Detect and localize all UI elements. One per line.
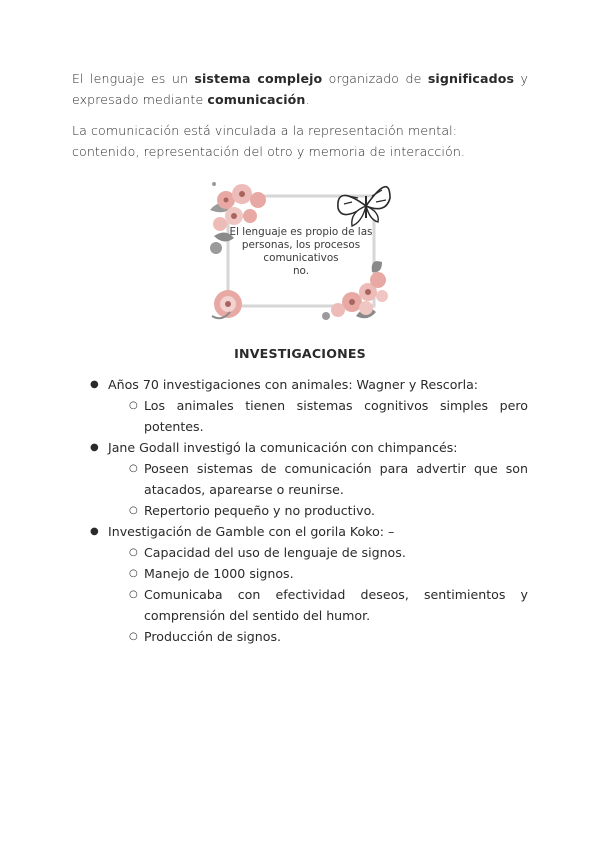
sub-list-item-text: Repertorio pequeño y no productivo. <box>144 503 376 518</box>
text-run: . <box>305 92 310 107</box>
sub-bullet-icon: ○ <box>129 463 138 474</box>
sub-bullet-icon: ○ <box>129 631 138 642</box>
investigations-list <box>72 374 528 647</box>
frame-quote-line: comunicativos <box>263 252 339 264</box>
bold-term-comunicacion: comunicación <box>207 92 306 107</box>
bold-term-sistema-complejo: sistema complejo <box>194 71 323 86</box>
sub-list-item-text: Comunicaba con efectividad deseos, sentimientos y comprensión del sentido del humor. <box>144 587 528 623</box>
sub-bullet-icon: ○ <box>129 400 138 411</box>
sub-list-item-text: Capacidad del uso de lenguaje de signos. <box>144 545 406 560</box>
sub-bullet-icon: ○ <box>129 568 138 579</box>
sub-list-item <box>72 458 528 500</box>
section-heading: INVESTIGACIONES <box>234 346 366 361</box>
text-run: El lenguaje es un <box>72 71 195 86</box>
sub-list-item-text: Los animales tienen sistemas cognitivos simples pero potentes. <box>144 398 528 434</box>
frame-quote-line: El lenguaje es propio de las <box>229 226 373 238</box>
paragraph-communication: La comunicación está vinculada a la representación mental: contenido, representación del otro y memoria de interacción. <box>72 123 466 159</box>
frame-quote-line: no. <box>292 265 310 277</box>
sub-bullet-icon: ○ <box>129 505 138 516</box>
sub-list-item <box>72 584 528 626</box>
bold-term-significados: significados <box>427 71 515 86</box>
bullet-icon: ● <box>90 526 99 537</box>
sub-list-item <box>72 500 528 521</box>
paragraph-definition <box>72 68 528 110</box>
frame-quote <box>224 226 378 278</box>
list-item <box>72 521 528 542</box>
frame-quote-line: personas, los procesos <box>241 239 361 251</box>
sub-list-item-text: Poseen sistemas de comunicación para advertir que son atacados, aparearse o reunirse. <box>144 461 528 497</box>
list-item-text: Jane Godall investigó la comunicación con chimpancés: <box>108 440 458 455</box>
bullet-icon: ● <box>90 442 99 453</box>
list-item <box>72 437 528 458</box>
text-run: y expresado mediante <box>72 71 529 107</box>
sub-list-item-text: Manejo de 1000 signos. <box>144 566 294 581</box>
list-item-text: Investigación de Gamble con el gorila Koko: – <box>108 524 395 539</box>
sub-list-item-text: Producción de signos. <box>144 629 282 644</box>
sub-list-item <box>72 395 528 437</box>
sub-list-item <box>72 626 528 647</box>
flower-bottom-left <box>212 290 242 318</box>
butterfly-icon <box>338 187 390 226</box>
sub-bullet-icon: ○ <box>129 547 138 558</box>
list-item-text: Años 70 investigaciones con animales: Wagner y Rescorla: <box>108 377 479 392</box>
sub-list-item <box>72 563 528 584</box>
sub-list-item <box>72 542 528 563</box>
list-item <box>72 374 528 395</box>
text-run: organizado de <box>322 71 428 86</box>
bullet-icon: ● <box>90 379 99 390</box>
sub-bullet-icon: ○ <box>129 589 138 600</box>
